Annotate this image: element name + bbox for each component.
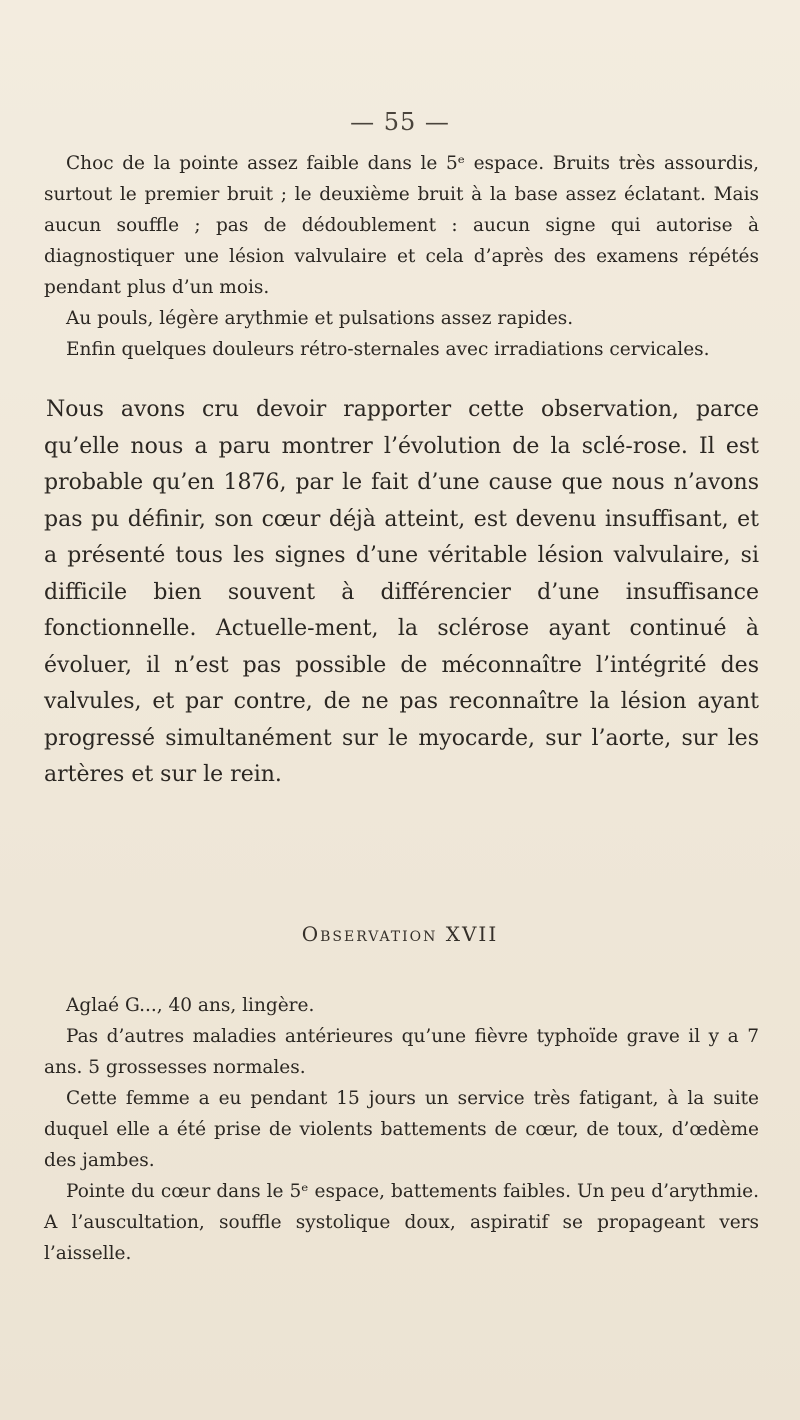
paragraph: Enfin quelques douleurs rétro-sternales avec irradiations cervicales. [66,339,710,360]
observation-17 [44,990,759,1269]
observation-intro [44,148,759,365]
page-number: — 55 — [350,108,450,136]
discussion-paragraph: Nous avons cru devoir rapporter cette observation, parce qu’elle nous a paru montrer l’évolution de la sclé-rose. Il est probable qu’en 1876, par le fait d’une cause que nous n’avons pas pu définir, son cœur déjà atteint, est devenu insuffisant, et a présenté tous les signes d’une véritable lésion valvulaire, si difficile bien souvent à différencier d’une insuffisance fonctionnelle. Actuelle-ment, la sclérose ayant continué à évoluer, il n’est pas possible de méconnaître l’intégrité des valvules, et par contre, de ne pas reconnaître la lésion ayant progressé simultanément sur le myocarde, sur l’aorte, sur les artères et sur le rein. [44,397,759,787]
observation-heading: Observation XVII [301,922,499,946]
paragraph: Pointe du cœur dans le 5ᵉ espace, battements faibles. Un peu d’arythmie. A l’auscultation, souffle systolique doux, aspiratif se propageant vers l’aisselle. [44,1181,759,1264]
paragraph: Pas d’autres maladies antérieures qu’une fièvre typhoïde grave il y a 7 ans. 5 grossesses normales. [44,1026,759,1078]
paragraph: Aglaé G..., 40 ans, lingère. [66,995,315,1016]
discussion [44,392,759,794]
paragraph: Au pouls, légère arythmie et pulsations assez rapides. [66,308,574,329]
paragraph: Choc de la pointe assez faible dans le 5ᵉ espace. Bruits très assourdis, surtout le premier bruit ; le deuxième bruit à la base assez éclatant. Mais aucun souffle ; pas de dédoublement : aucun signe qui autorise à diagnostiquer une lésion valvulaire et cela d’après des examens répétés pendant plus d’un mois. [44,153,759,298]
paragraph: Cette femme a eu pendant 15 jours un service très fatigant, à la suite duquel elle a été prise de violents battements de cœur, de toux, d’œdème des jambes. [44,1088,759,1171]
